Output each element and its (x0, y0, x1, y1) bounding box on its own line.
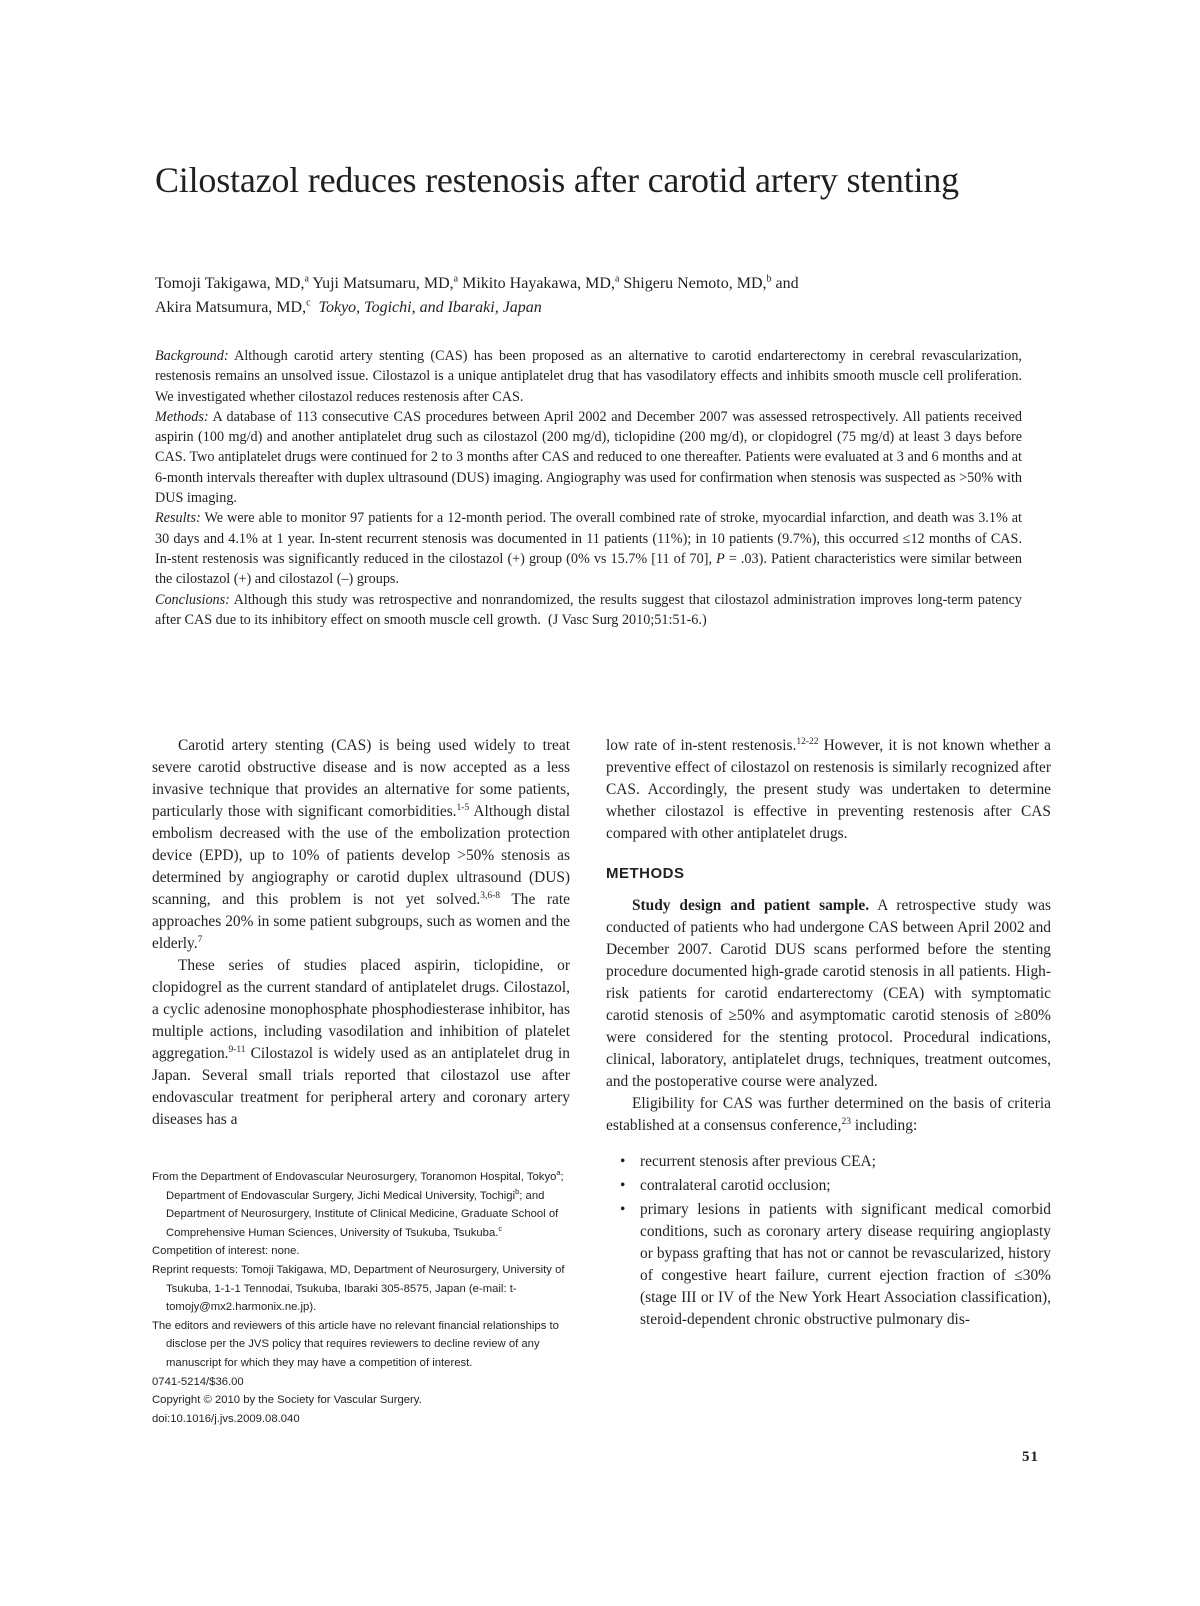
section-label: Background: (155, 348, 229, 364)
paragraph-text: Carotid artery stenting (CAS) is being used widely to treat severe carotid obstructive disease and is now accepted as a less invasive technique that provides an alternative for some patients, particularly those with significant comorbidities. (152, 737, 570, 820)
p-value-symbol: P (716, 550, 725, 567)
author-name: Akira Matsumura, MD, (155, 299, 307, 316)
affiliation-marker: a (556, 1168, 561, 1178)
list-item: • primary lesions in patients with significant medical comorbid conditions, such as coronary artery disease requiring angioplasty or bypass grafting that has not or cannot be revascularized, history of congestive heart failure, current ejection fraction of ≤30% (stage III or IV of the New York Heart Association classification), steroid-dependent chronic obstructive pulmonary dis- (606, 1199, 1051, 1331)
body-paragraph (606, 735, 1051, 845)
paragraph-text: A retrospective study was conducted of patients who had undergone CAS between April 2002 and December 2007. Carotid DUS scans performed before the stenting procedure documented high-grade carotid stenosis in all patients. High-risk patients for carotid endarterectomy (CEA) with symptomatic carotid stenosis of ≥50% and asymptomatic carotid stenosis of ≥80% were considered for the stenting protocol. Procedural indications, clinical, laboratory, antiplatelet drugs, techniques, treatment outcomes, and the postoperative course were analyzed. (606, 897, 1052, 1090)
body-paragraph (152, 955, 570, 1131)
list-item: • recurrent stenosis after previous CEA; (606, 1151, 1051, 1173)
section-label: Results: (155, 510, 201, 527)
paragraph-text: These series of studies placed aspirin, ticlopidine, or clopidogrel as the current standard of antiplatelet drugs. Cilostazol, a cyclic adenosine monophosphate phosphodiesterase inhibitor, has multiple actions, including vasodilation and inhibition of platelet aggregation. (152, 957, 570, 1062)
doi: doi:10.1016/j.jvs.2009.08.040 (152, 1412, 300, 1425)
article-title: Cilostazol reduces restenosis after carotid artery stenting (155, 160, 959, 200)
footnotes (152, 1168, 574, 1428)
body-column-left (152, 735, 570, 1131)
paragraph-text: Although distal embolism decreased with the use of the embolization protection device (EPD), up to 10% of patients develop >50% stenosis as determined by angiography or carotid duplex ultrasound (DUS) scanning, and this problem is not yet solved. (152, 803, 570, 908)
reference-link[interactable]: 23 (841, 1116, 851, 1127)
abstract-background (155, 346, 1022, 407)
body-paragraph (606, 1093, 1051, 1137)
issn: 0741-5214/$36.00 (152, 1375, 244, 1388)
affiliation-marker: a (453, 273, 459, 285)
affiliation-marker: b (766, 273, 772, 285)
page-number: 51 (1022, 1449, 1039, 1465)
footnote-text: ; and Department of Neurosurgery, Institute of Clinical Medicine, Graduate School of Comprehensive Human Sciences, University of Tsukuba, Tsukuba. (166, 1189, 559, 1239)
paragraph-text: including: (850, 1117, 918, 1134)
affiliation-marker: c (498, 1224, 503, 1234)
footnote-text: From the Department of Endovascular Neurosurgery, Toranomon Hospital, Tokyo (152, 1171, 557, 1183)
copyright: Copyright © 2010 by the Society for Vascular Surgery. (152, 1394, 422, 1407)
editors-note: The editors and reviewers of this article have no relevant financial relationships to disclose per the JVS policy that requires reviewers to decline review of any manuscript for which they may have a competition of interest. (152, 1319, 559, 1369)
reference-link[interactable]: 9-11 (228, 1044, 246, 1055)
section-text: We were able to monitor 97 patients for a 12-month period. The overall combined rate of stroke, myocardial infarction, and death was 3.1% at 30 days and 4.1% at 1 year. In-stent recurrent stenosis was documented in 11 patients (11%); in 10 patients (9.7%), this occurred ≤12 months of CAS. In-stent restenosis was significantly reduced in the cilostazol (+) group (0% vs 15.7% [11 of 70], (155, 510, 1022, 567)
section-text: Although this study was retrospective and nonrandomized, the results suggest that cilostazol administration improves long-term patency after CAS due to its inhibitory effect on smooth muscle cell growth. (155, 591, 1022, 628)
abstract-conclusions (155, 590, 1022, 631)
author-name: Shigeru Nemoto, MD, (619, 275, 767, 292)
section-text: Although carotid artery stenting (CAS) has been proposed as an alternative to carotid endarterectomy in cerebral revascularization, restenosis remains an unsolved issue. Cilostazol is a unique antiplatelet drug that has vasodilatory effects and inhibits smooth muscle cell proliferation. We investigated whether cilostazol reduces restenosis after CAS. (155, 348, 1022, 405)
author-list (155, 272, 1055, 320)
paragraph-text: However, it is not known whether a preventive effect of cilostazol on restenosis is similarly recognized after CAS. Accordingly, the present study was undertaken to determine whether cilostazol is effective in preventing restenosis after CAS compared with other antiplatelet drugs. (606, 737, 1051, 842)
body-column-right (606, 735, 1051, 1333)
paragraph-text: Cilostazol is widely used as an antiplatelet drug in Japan. Several small trials reported that cilostazol use after endovascular treatment for peripheral artery and coronary artery diseases has a (152, 1045, 570, 1128)
body-paragraph (606, 895, 1051, 1093)
email-link[interactable]: t-tomojy@mx2.harmonix.ne.jp (166, 1282, 517, 1314)
subsection-heading: Study design and patient sample. (632, 897, 870, 914)
author-conjunction: and (771, 275, 799, 292)
paragraph-text: low rate of in-stent restenosis. (606, 737, 797, 754)
footnote-text: ). (309, 1301, 317, 1314)
abstract-results (155, 508, 1022, 589)
section-text: = .03). Patient characteristics were similar between the cilostazol (+) and cilostazol (–) groups. (155, 550, 1022, 588)
affiliation-marker: a (304, 273, 309, 285)
reference-link[interactable]: 1-5 (456, 802, 470, 813)
reprint-note (152, 1261, 574, 1317)
paragraph-text: Eligibility for CAS was further determined on the basis of criteria established at a consensus conference, (606, 1095, 1051, 1134)
footnote-text: ; Department of Endovascular Surgery, Jichi Medical University, Tochigi (166, 1171, 564, 1202)
paragraph-text: The rate approaches 20% in some patient subgroups, such as women and the elderly. (152, 891, 570, 952)
section-label: Conclusions: (155, 591, 230, 608)
reference-link[interactable]: 12-22 (796, 736, 819, 747)
list-item: • contralateral carotid occlusion; (606, 1175, 1051, 1197)
reference-link[interactable]: 7 (197, 934, 203, 945)
journal-citation: (J Vasc Surg 2010;51:51-6.) (547, 611, 707, 628)
affiliation-marker: a (614, 273, 620, 285)
body-paragraph (152, 735, 570, 955)
author-name: Tomoji Takigawa, MD, (155, 275, 305, 292)
footnote-text: Reprint requests: Tomoji Takigawa, MD, Department of Neurosurgery, University of Tsukuba, 1-1-1 Tennodai, Tsukuba, Ibaraki 305-8575, Japan (e-mail: (152, 1263, 565, 1295)
abstract (155, 346, 1022, 630)
section-label: Methods: (155, 408, 209, 425)
affiliation-note (152, 1168, 574, 1242)
reference-link[interactable]: 3,6-8 (480, 890, 501, 901)
competition-note: Competition of interest: none. (152, 1245, 300, 1258)
section-heading-methods: METHODS (606, 865, 685, 882)
author-location: Tokyo, Togichi, and Ibaraki, Japan (318, 299, 542, 316)
author-name: Yuji Matsumaru, MD, (308, 275, 454, 292)
section-text: A database of 113 consecutive CAS procedures between April 2002 and December 2007 was assessed retrospectively. All patients received aspirin (100 mg/d) and another antiplatelet drug such as cilostazol (200 mg/d), ticlopidine (200 mg/d), or clopidogrel (75 mg/d) at least 3 days before CAS. Two antiplatelet drugs were continued for 2 to 3 months after CAS and reduced to one thereafter. Patients were evaluated at 3 and 6 months and at 6-month intervals thereafter with duplex ultrasound (DUS) imaging. Angiography was used for confirmation when stenosis was suspected as >50% with DUS imaging. (155, 408, 1022, 507)
abstract-methods (155, 407, 1022, 508)
author-name: Mikito Hayakawa, MD, (458, 275, 615, 292)
criteria-list (606, 1151, 1051, 1331)
affiliation-marker: c (306, 297, 311, 309)
affiliation-marker: b (515, 1186, 520, 1196)
